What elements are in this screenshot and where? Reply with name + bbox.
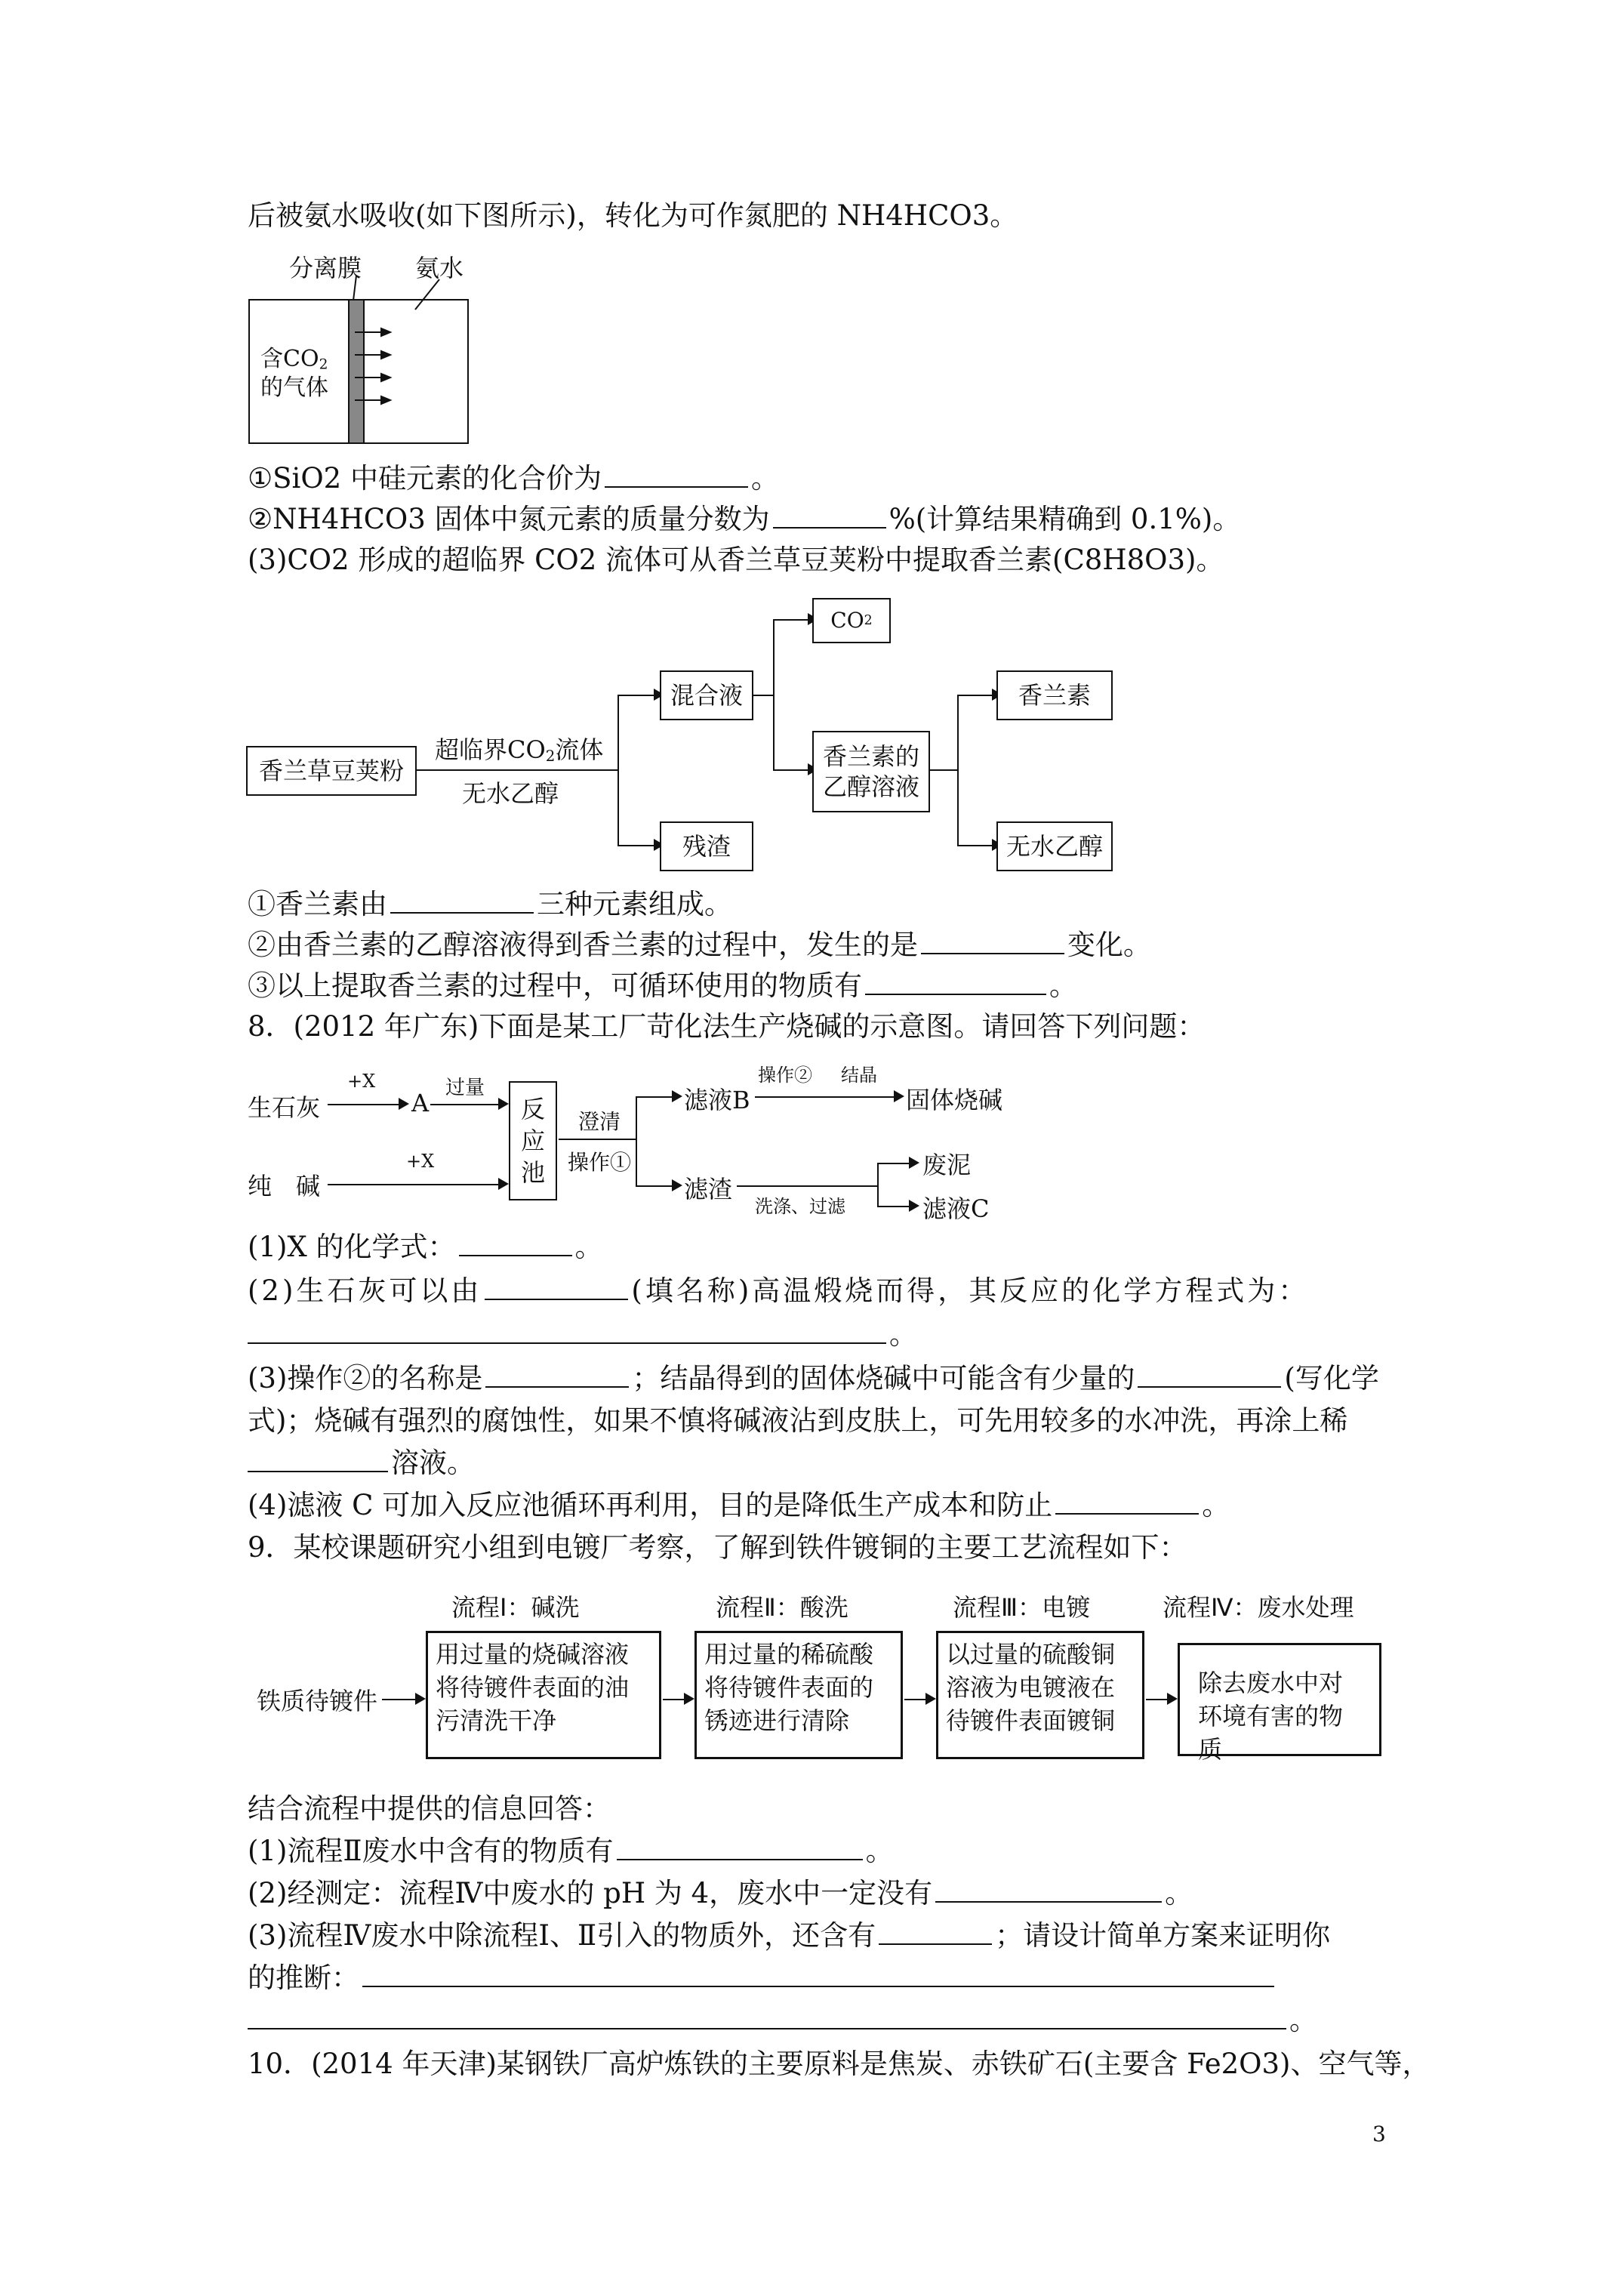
page-number: 3 xyxy=(1372,2122,1386,2147)
label-op1: 操作① xyxy=(568,1150,632,1175)
question-line: 。 xyxy=(248,2002,1317,2039)
gas-label-2: 的气体 xyxy=(260,374,328,401)
question-heading: 9．某校课题研究小组到电镀厂考察，了解到铁件镀铜的主要工艺流程如下： xyxy=(248,1531,1187,1564)
question-heading: 8．(2012 年广东)下面是某工厂苛化法生产烧碱的示意图。请回答下列问题： xyxy=(248,1010,1206,1043)
label-solid-naoh: 固体烧碱 xyxy=(906,1086,1003,1114)
question-line: (3)CO2 形成的超临界 CO2 流体可从香兰草豆荚粉中提取香兰素(C8H8O3)。 xyxy=(248,544,1224,576)
box-co2: CO 2 xyxy=(812,598,891,643)
question-line: (4)滤液 C 可加入反应池循环再利用，目的是降低生产成本和防止 。 xyxy=(248,1489,1230,1521)
question-line: ①SiO2 中硅元素的化合价为 。 xyxy=(248,462,779,495)
label-plus-x-2: +X xyxy=(406,1151,435,1172)
question-line: 式)；烧碱有强烈的腐蚀性，如果不慎将碱液沾到皮肤上，可先用较多的水冲洗，再涂上稀 xyxy=(248,1404,1348,1437)
box-ethanol: 无水乙醇 xyxy=(996,821,1113,871)
cond-bottom: 无水乙醇 xyxy=(462,779,559,808)
question-line: ③以上提取香兰素的过程中，可循环使用的物质有 。 xyxy=(248,969,1077,1002)
membrane-label: 分离膜 xyxy=(289,254,362,282)
question-line: 溶液。 xyxy=(248,1445,475,1481)
label-op2: 操作② xyxy=(758,1065,812,1086)
label-clarify: 澄清 xyxy=(578,1109,621,1134)
step-title: 流程Ⅲ：电镀 xyxy=(953,1593,1091,1622)
question-line: (2)生石灰可以由 (填名称)高温煅烧而得，其反应的化学方程式为： xyxy=(248,1274,1310,1307)
box-ethanol-solution: 香兰素的 乙醇溶液 xyxy=(812,731,930,812)
cond-top: 超临界$CO_2$流体 xyxy=(435,735,604,765)
label-excess: 过量 xyxy=(445,1077,485,1099)
text-line: 后被氨水吸收(如下图所示)，转化为可作氮肥的 NH4HCO3。 xyxy=(248,199,1018,232)
step-box: 用过量的烧碱溶液将待镀件表面的油污清洗干净 xyxy=(426,1631,661,1759)
label-a: A xyxy=(411,1089,430,1117)
box-residue: 残渣 xyxy=(660,821,753,871)
label-plus-x-1: +X xyxy=(347,1071,376,1092)
step-box: 除去废水中对环境有害的物质 xyxy=(1178,1643,1381,1756)
question-line: 。 xyxy=(248,1317,917,1353)
question-line: ②NH4HCO3 固体中氮元素的质量分数为 %(计算结果精确到 0.1%)。 xyxy=(248,503,1241,535)
question-heading: 10．(2014 年天津)某钢铁厂高炉炼铁的主要原料是焦炭、赤铁矿石(主要含 Fe2O3)、空气等， xyxy=(248,2048,1431,2080)
question-line: (3)流程Ⅳ废水中除流程Ⅰ、Ⅱ引入的物质外，还含有 ；请设计简单方案来证明你 xyxy=(248,1919,1331,1952)
question-line: (3)操作②的名称是 ；结晶得到的固体烧碱中可能含有少量的 (写化学 xyxy=(248,1362,1379,1395)
gas-label: 含CO2 xyxy=(260,346,328,373)
question-line: 的推断： xyxy=(248,1960,1277,1996)
question-line: (1)X 的化学式： 。 xyxy=(248,1231,603,1263)
text-line: 结合流程中提供的信息回答： xyxy=(248,1792,611,1825)
box-vanillin: 香兰素 xyxy=(996,670,1113,720)
step-title: 流程Ⅱ：酸洗 xyxy=(716,1593,848,1622)
box-start: 香兰草豆荚粉 xyxy=(246,746,417,796)
label-filtrate-b: 滤液B xyxy=(684,1086,750,1114)
question-line: ②由香兰素的乙醇溶液得到香兰素的过程中，发生的是 变化。 xyxy=(248,929,1151,961)
question-line: (2)经测定：流程Ⅳ中废水的 pH 为 4，废水中一定没有 。 xyxy=(248,1877,1193,1909)
label-mud: 废泥 xyxy=(922,1151,972,1179)
label-soda: 纯 碱 xyxy=(248,1172,321,1200)
question-line: ①香兰素由 三种元素组成。 xyxy=(248,888,732,920)
step-title: 流程Ⅰ：碱洗 xyxy=(451,1593,580,1622)
step-box: 用过量的稀硫酸将待镀件表面的锈迹进行清除 xyxy=(694,1631,903,1759)
label-wash-filter: 洗涤、过滤 xyxy=(755,1196,845,1217)
step-box: 以过量的硫酸铜溶液为电镀液在待镀件表面镀铜 xyxy=(936,1631,1144,1759)
label-filtrate-c: 滤液C xyxy=(922,1194,990,1223)
ammonia-label: 氨水 xyxy=(415,254,464,282)
step-title: 流程Ⅳ：废水处理 xyxy=(1163,1593,1354,1622)
box-tank: 反应池 xyxy=(509,1081,557,1200)
label-crystallize: 结晶 xyxy=(841,1065,877,1086)
question-line: (1)流程Ⅱ废水中含有的物质有 。 xyxy=(248,1835,894,1867)
label-quicklime: 生石灰 xyxy=(248,1093,321,1122)
label-residue: 滤渣 xyxy=(684,1175,733,1203)
box-mixed: 混合液 xyxy=(660,670,753,720)
label-start: 铁质待镀件 xyxy=(257,1687,378,1715)
